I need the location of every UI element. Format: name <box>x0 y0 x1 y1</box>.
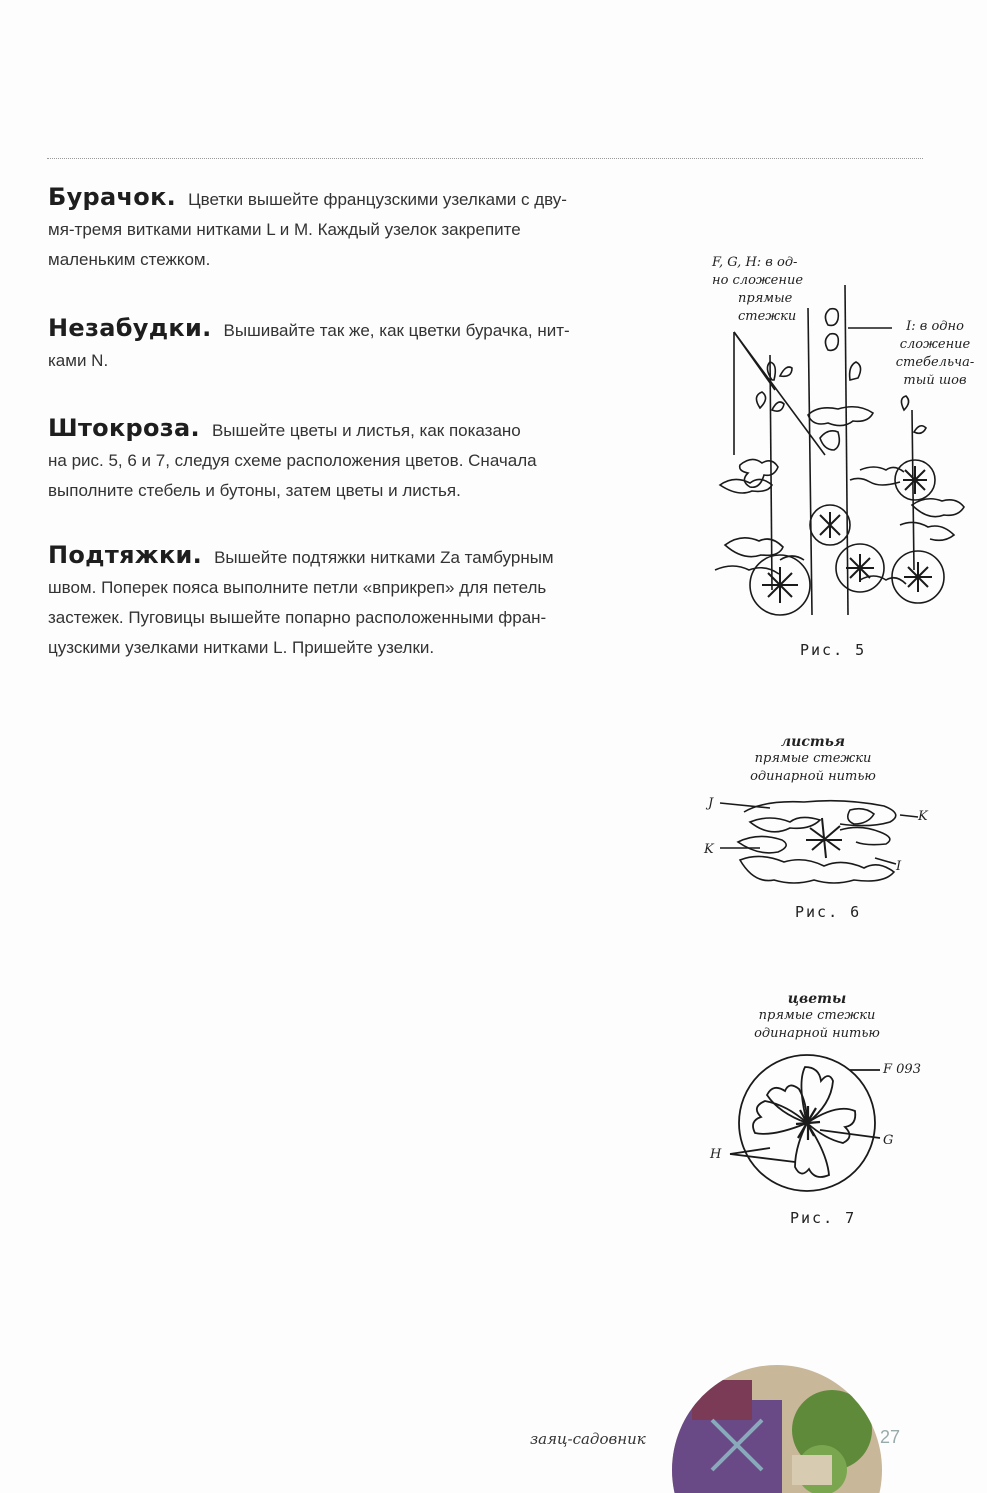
page-number: 27 <box>880 1427 901 1447</box>
section-burachok-line1: Бурачок. Цветки вышейте французскими узелками с дву- <box>48 183 567 211</box>
section-heading: Подтяжки. <box>48 541 203 569</box>
fig7-label-h: H <box>710 1147 722 1162</box>
fig5-caption: Рис. 5 <box>800 641 867 659</box>
section-podtyazhki <box>48 540 688 663</box>
fig5-left-annotation: F, G, H: в од- но сложение прямые стежки <box>712 255 804 324</box>
fig6-label-k-left: K <box>704 842 714 857</box>
footer-photo-thumbnail <box>672 1360 882 1493</box>
fig6-label-k-right: K <box>918 809 928 824</box>
top-divider <box>47 158 923 159</box>
section-text: на рис. 5, 6 и 7, следуя схеме расположения цветов. Сначала <box>48 451 537 470</box>
fig7-label-f: F 093 <box>883 1062 921 1077</box>
section-shtokroza <box>48 413 688 506</box>
section-text: цузскими узелками нитками L. Пришейте узелки. <box>48 638 435 657</box>
fig6-caption: Рис. 6 <box>795 903 862 921</box>
section-text: швом. Поперек пояса выполните петли «вприкреп» для петель <box>48 578 547 597</box>
fig6-title: листья <box>780 734 846 750</box>
section-text: ками N. <box>48 351 109 370</box>
section-heading: Бурачок. <box>48 183 177 211</box>
fig6-subtitle: прямые стежки одинарной нитью <box>750 751 876 784</box>
fig6-leaves-drawing <box>700 790 940 890</box>
fig6-label-j: J <box>708 796 714 811</box>
fig6-label-i: I <box>896 859 902 874</box>
fig5-hollyhock-drawing <box>700 270 980 630</box>
section-text: маленьким стежком. <box>48 250 211 269</box>
section-shtokroza-line1: Штокроза. Вышейте цветы и листья, как показано <box>48 414 521 442</box>
fig7-label-g: G <box>883 1133 894 1148</box>
fig7-caption: Рис. 7 <box>790 1209 857 1227</box>
section-text: выполните стебель и бутоны, затем цветы и листья. <box>48 481 461 500</box>
fig7-title: цветы <box>787 991 847 1007</box>
section-text: застежек. Пуговицы вышейте попарно расположенными фран- <box>48 608 547 627</box>
section-heading: Штокроза. <box>48 414 200 442</box>
footer-book-title: заяц-садовник <box>530 1430 646 1448</box>
fig7-flower-drawing <box>700 1040 900 1200</box>
section-text: мя-тремя витками нитками L и M. Каждый узелок закрепите <box>48 220 521 239</box>
section-nezabudki <box>48 313 688 376</box>
section-podtyazhki-line1: Подтяжки. Вышейте подтяжки нитками Za тамбурным <box>48 541 554 569</box>
section-burachok <box>48 182 688 275</box>
section-nezabudki-line1: Незабудки. Вышивайте так же, как цветки бурачка, нит- <box>48 314 570 342</box>
fig7-subtitle: прямые стежки одинарной нитью <box>754 1008 880 1041</box>
fig5-right-annotation: I: в одно сложение стебельча- тый шов <box>895 319 975 388</box>
section-heading: Незабудки. <box>48 314 212 342</box>
